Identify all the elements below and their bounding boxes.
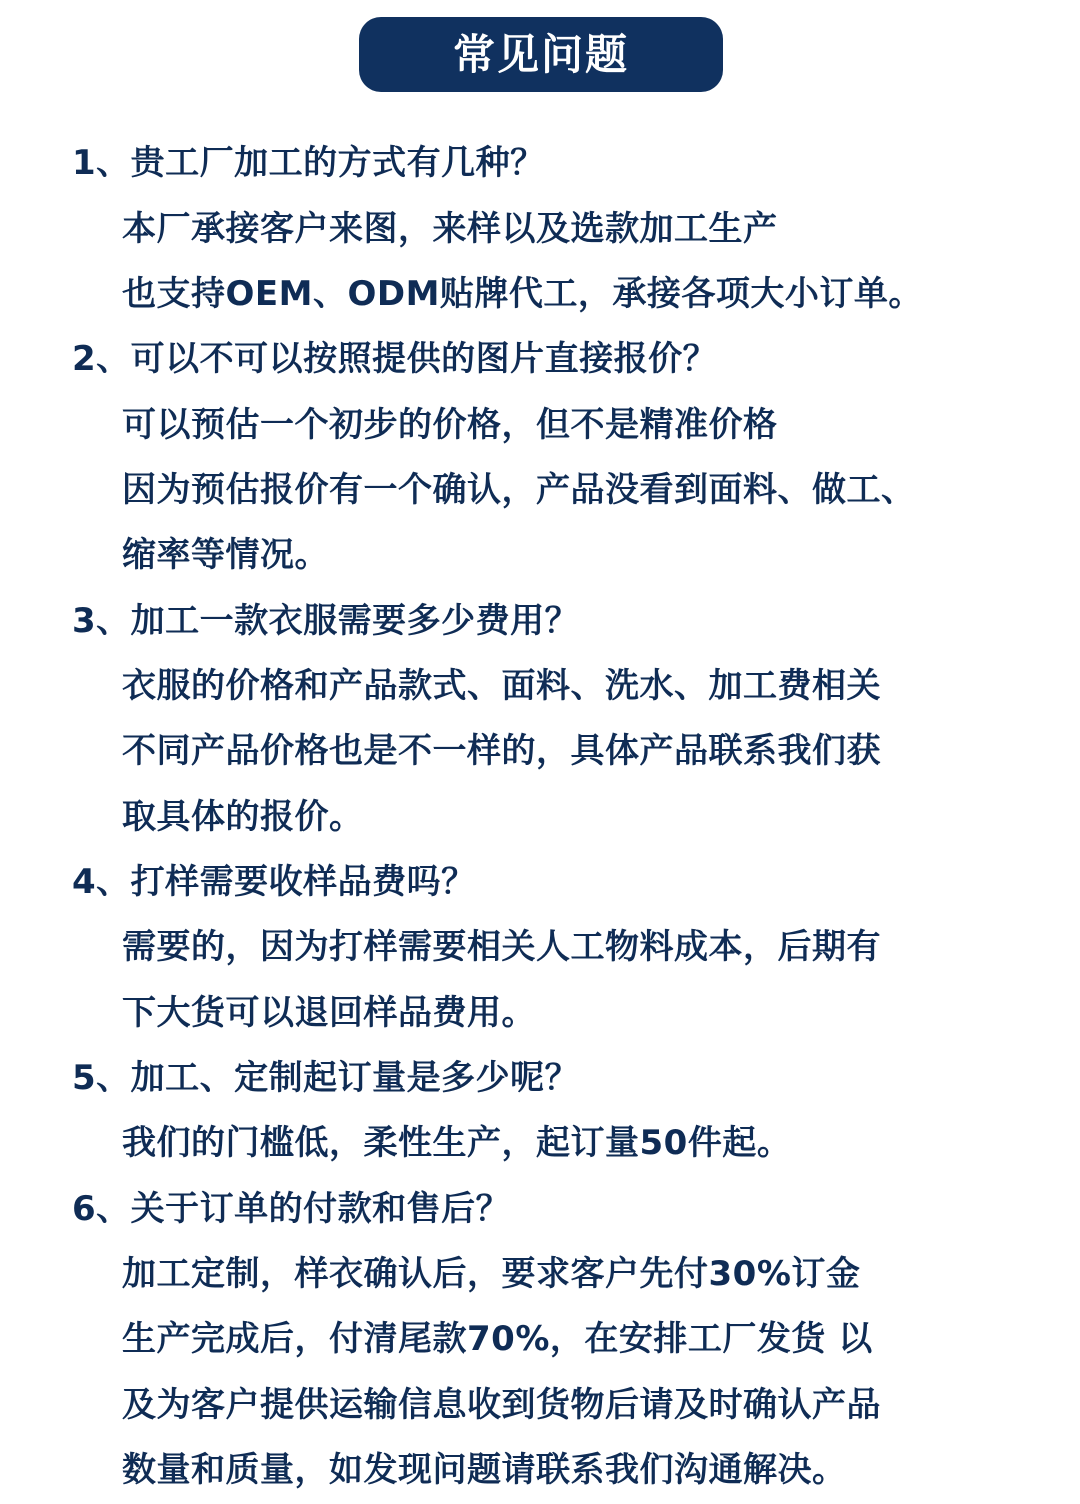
faq-answer-3-line-2: 不同产品价格也是不一样的，具体产品联系我们获 xyxy=(122,731,881,771)
page-title: 常见问题 xyxy=(452,29,629,79)
faq-question-1: 1、贵工厂加工的方式有几种？ xyxy=(72,143,545,183)
faq-answer-2-line-1: 可以预估一个初步的价格，但不是精准价格 xyxy=(122,405,778,445)
faq-answer-6-line-4: 数量和质量，如发现问题请联系我们沟通解决。 xyxy=(122,1450,847,1490)
faq-answer-3-line-1: 衣服的价格和产品款式、面料、洗水、加工费相关 xyxy=(122,666,881,706)
faq-answer-6-line-3: 及为客户提供运输信息收到货物后请及时确认产品 xyxy=(122,1385,881,1425)
faq-answer-1-line-1: 本厂承接客户来图，来样以及选款加工生产 xyxy=(122,209,778,249)
title-banner xyxy=(359,17,723,92)
faq-answer-1-line-2: 也支持OEM、ODM贴牌代工，承接各项大小订单。 xyxy=(122,274,923,314)
faq-answer-2-line-3: 缩率等情况。 xyxy=(122,535,329,575)
faq-answer-2-line-2: 因为预估报价有一个确认，产品没看到面料、做工、 xyxy=(122,470,916,510)
faq-answer-6-line-2: 生产完成后，付清尾款70%，在安排工厂发货 以 xyxy=(122,1319,873,1359)
faq-answer-4-line-1: 需要的，因为打样需要相关人工物料成本，后期有 xyxy=(122,927,881,967)
faq-answer-3-line-3: 取具体的报价。 xyxy=(122,797,364,837)
faq-question-6: 6、关于订单的付款和售后？ xyxy=(72,1189,511,1229)
faq-question-4: 4、打样需要收样品费吗？ xyxy=(72,862,476,902)
faq-answer-4-line-2: 下大货可以退回样品费用。 xyxy=(122,993,536,1033)
faq-question-5: 5、加工、定制起订量是多少呢？ xyxy=(72,1058,580,1098)
faq-question-2: 2、可以不可以按照提供的图片直接报价？ xyxy=(72,339,718,379)
faq-answer-5-line-1: 我们的门槛低，柔性生产，起订量50件起。 xyxy=(122,1123,792,1163)
faq-answer-6-line-1: 加工定制，样衣确认后，要求客户先付30%订金 xyxy=(122,1254,861,1294)
faq-question-3: 3、加工一款衣服需要多少费用？ xyxy=(72,601,580,641)
